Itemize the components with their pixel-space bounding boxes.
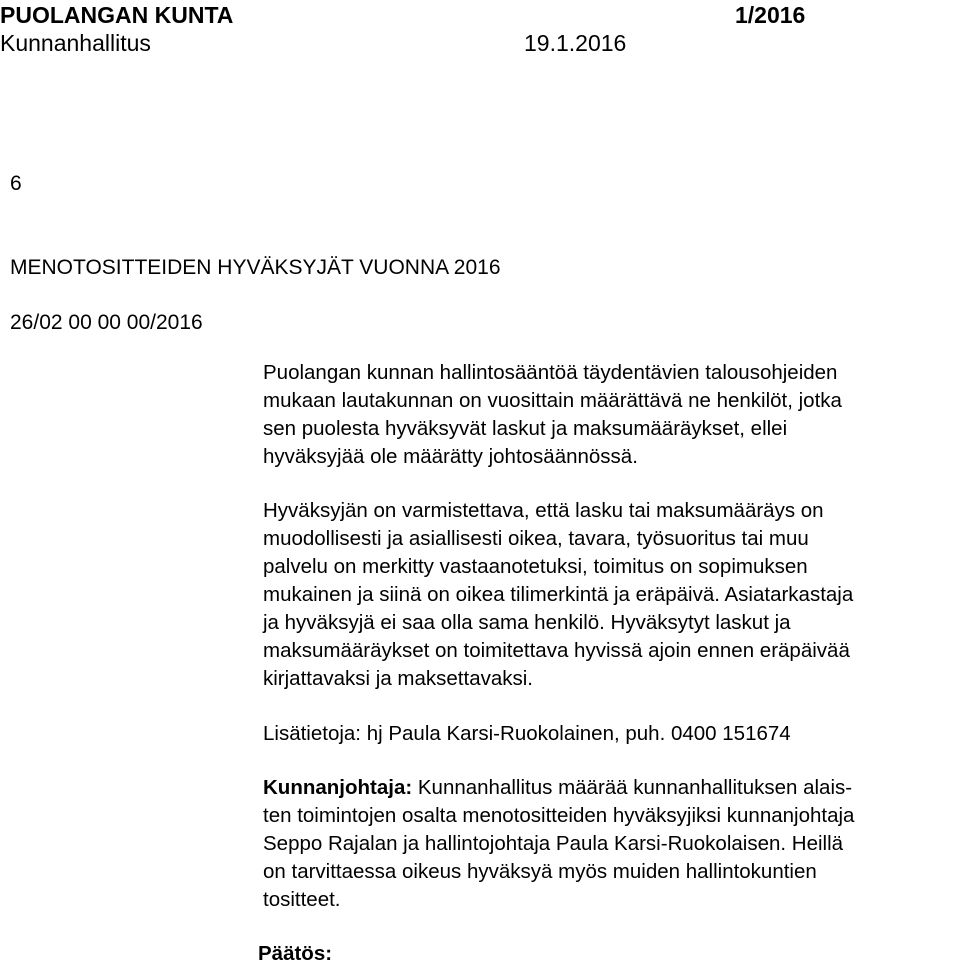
text-line: kirjattavaksi ja maksettavaksi. — [263, 667, 534, 690]
text-line: ten toimintojen osalta menotositteiden hyväksyjiksi kunnanjohtaja — [263, 804, 855, 827]
contact-info — [263, 720, 953, 748]
decision-label: Päätös: — [258, 942, 333, 965]
proposal-paragraph — [263, 774, 953, 914]
text-line: tositteet. — [263, 888, 341, 911]
text-line: muodollisesti ja asiallisesti oikea, tavara, työsuoritus tai muu — [263, 527, 809, 550]
municipality-name: PUOLANGAN KUNTA — [0, 2, 234, 28]
proposal-text: Kunnanhallitus määrää kunnanhallituksen alais- — [412, 776, 853, 799]
text-line: Hyväksyjän on varmistettava, että lasku tai maksumääräys on — [263, 499, 824, 522]
proposal-label: Kunnanjohtaja: — [263, 776, 413, 799]
text-line: palvelu on merkitty vastaanotetuksi, toimitus on sopimuksen — [263, 555, 808, 578]
meeting-date: 19.1.2016 — [524, 30, 627, 56]
text-line: maksumääräykset on toimitettava hyvissä ajoin ennen eräpäivää — [263, 639, 850, 662]
page-number: 1/2016 — [735, 2, 806, 28]
responsibility-paragraph — [263, 497, 953, 693]
committee-name: Kunnanhallitus — [0, 30, 151, 56]
text-line: on tarvittaessa oikeus hyväksyä myös muiden hallintokuntien — [263, 860, 817, 883]
section-number: 6 — [10, 172, 22, 195]
text-line: Puolangan kunnan hallintosääntöä täydentävien talousohjeiden — [263, 361, 838, 384]
text-line: ja hyväksyjä ei saa olla sama henkilö. Hyväksytyt laskut ja — [263, 611, 791, 634]
contact-line: Lisätietoja: hj Paula Karsi-Ruokolainen, puh. 0400 151674 — [263, 722, 791, 745]
intro-paragraph — [263, 359, 953, 471]
reference-number: 26/02 00 00 00/2016 — [10, 311, 203, 334]
section-title: MENOTOSITTEIDEN HYVÄKSYJÄT VUONNA 2016 — [10, 256, 501, 279]
text-line: mukainen ja siinä on oikea tilimerkintä ja eräpäivä. Asiatarkastaja — [263, 583, 854, 606]
text-line: Seppo Rajalan ja hallintojohtaja Paula Karsi-Ruokolaisen. Heillä — [263, 832, 844, 855]
text-line: sen puolesta hyväksyvät laskut ja maksumääräykset, ellei — [263, 417, 788, 440]
text-line: hyväksyjää ole määrätty johtosäännössä. — [263, 445, 638, 468]
text-line: mukaan lautakunnan on vuosittain määrättävä ne henkilöt, jotka — [263, 389, 842, 412]
text-line — [263, 774, 953, 802]
